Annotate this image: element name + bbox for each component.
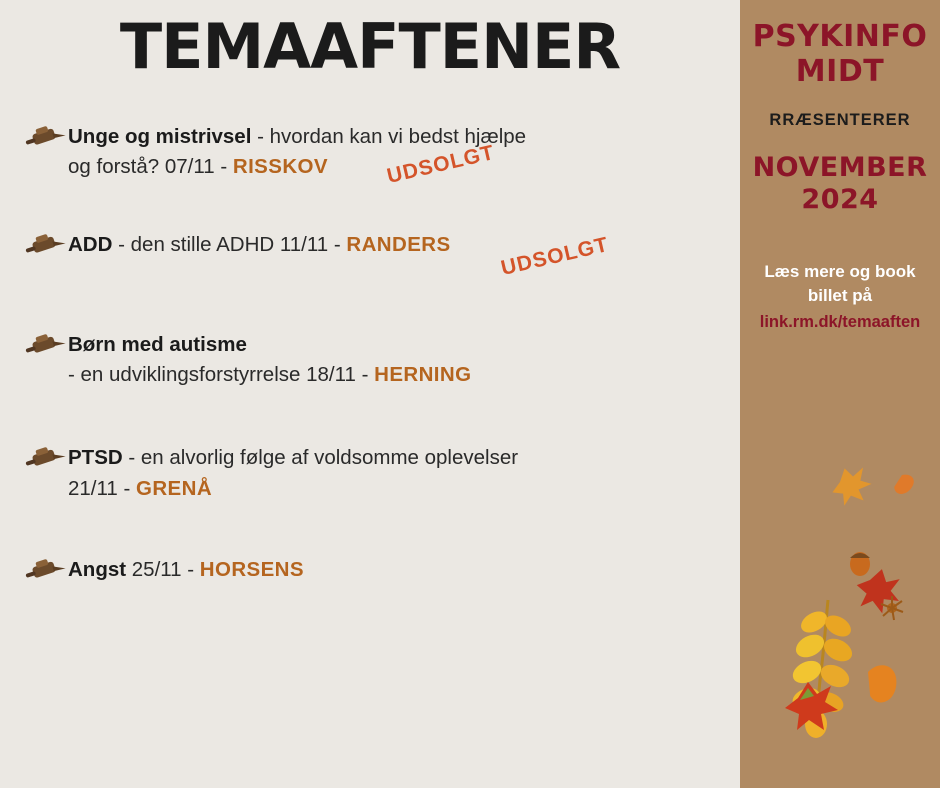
pushpin-icon	[22, 444, 68, 478]
event-place: RANDERS	[346, 232, 451, 256]
event-desc: - hvordan kan vi bedst hjælpe	[251, 125, 527, 149]
list-item	[22, 442, 712, 504]
event-desc2: - en udviklingsforstyrrelse 18/11 -	[68, 363, 375, 387]
pushpin-icon	[22, 556, 68, 590]
pushpin-icon	[22, 123, 68, 157]
status-badge: UDSOLGT	[498, 232, 611, 280]
presents-label: RRÆSENTERER	[769, 111, 911, 129]
event-text	[68, 329, 471, 391]
list-item	[22, 229, 712, 280]
event-desc2: og forstå? 07/11 -	[68, 155, 233, 179]
autumn-leaves-decoration	[740, 440, 940, 788]
pushpin-icon	[22, 231, 68, 265]
year-label: 2024	[801, 183, 879, 215]
event-desc: - en alvorlig følge af voldsomme oplevelser	[122, 446, 519, 470]
list-item	[22, 121, 712, 189]
poster-sidebar	[740, 0, 940, 788]
list-item	[22, 554, 712, 600]
booking-line-1: Læs mere og book	[764, 261, 916, 281]
event-place: HORSENS	[199, 558, 304, 582]
event-desc-line2	[68, 474, 518, 504]
event-title: PTSD	[68, 446, 123, 470]
event-place: HERNING	[374, 363, 472, 387]
event-text	[68, 442, 518, 504]
event-title: ADD	[68, 232, 113, 256]
booking-info	[740, 260, 940, 335]
date-block	[740, 152, 940, 216]
event-list	[0, 121, 740, 600]
brand-line-2: MIDT	[795, 53, 885, 89]
brand-logo	[740, 20, 940, 89]
event-desc: - den stille ADHD 11/11 -	[112, 232, 347, 256]
event-desc: 25/11 -	[126, 558, 200, 582]
event-place: RISSKOV	[232, 155, 328, 179]
booking-line-2: billet på	[807, 286, 873, 306]
event-text	[68, 121, 527, 189]
month-label: NOVEMBER	[752, 152, 928, 183]
status-badge: UDSOLGT	[384, 141, 497, 189]
event-title: Unge og mistrivsel	[68, 125, 252, 149]
list-item	[22, 329, 712, 391]
event-text	[68, 554, 304, 585]
event-title: Børn med autisme	[68, 332, 247, 356]
booking-link[interactable]: link.rm.dk/temaaften	[759, 313, 921, 331]
pushpin-icon	[22, 331, 68, 365]
event-place: GRENÅ	[136, 476, 213, 500]
event-title: Angst	[68, 558, 127, 582]
event-desc-line2	[68, 360, 471, 390]
event-text	[68, 229, 611, 280]
brand-line-1: PSYKINFO	[752, 19, 928, 54]
event-desc2: 21/11 -	[68, 476, 136, 500]
page-title: TEMAAFTENER	[119, 10, 621, 83]
